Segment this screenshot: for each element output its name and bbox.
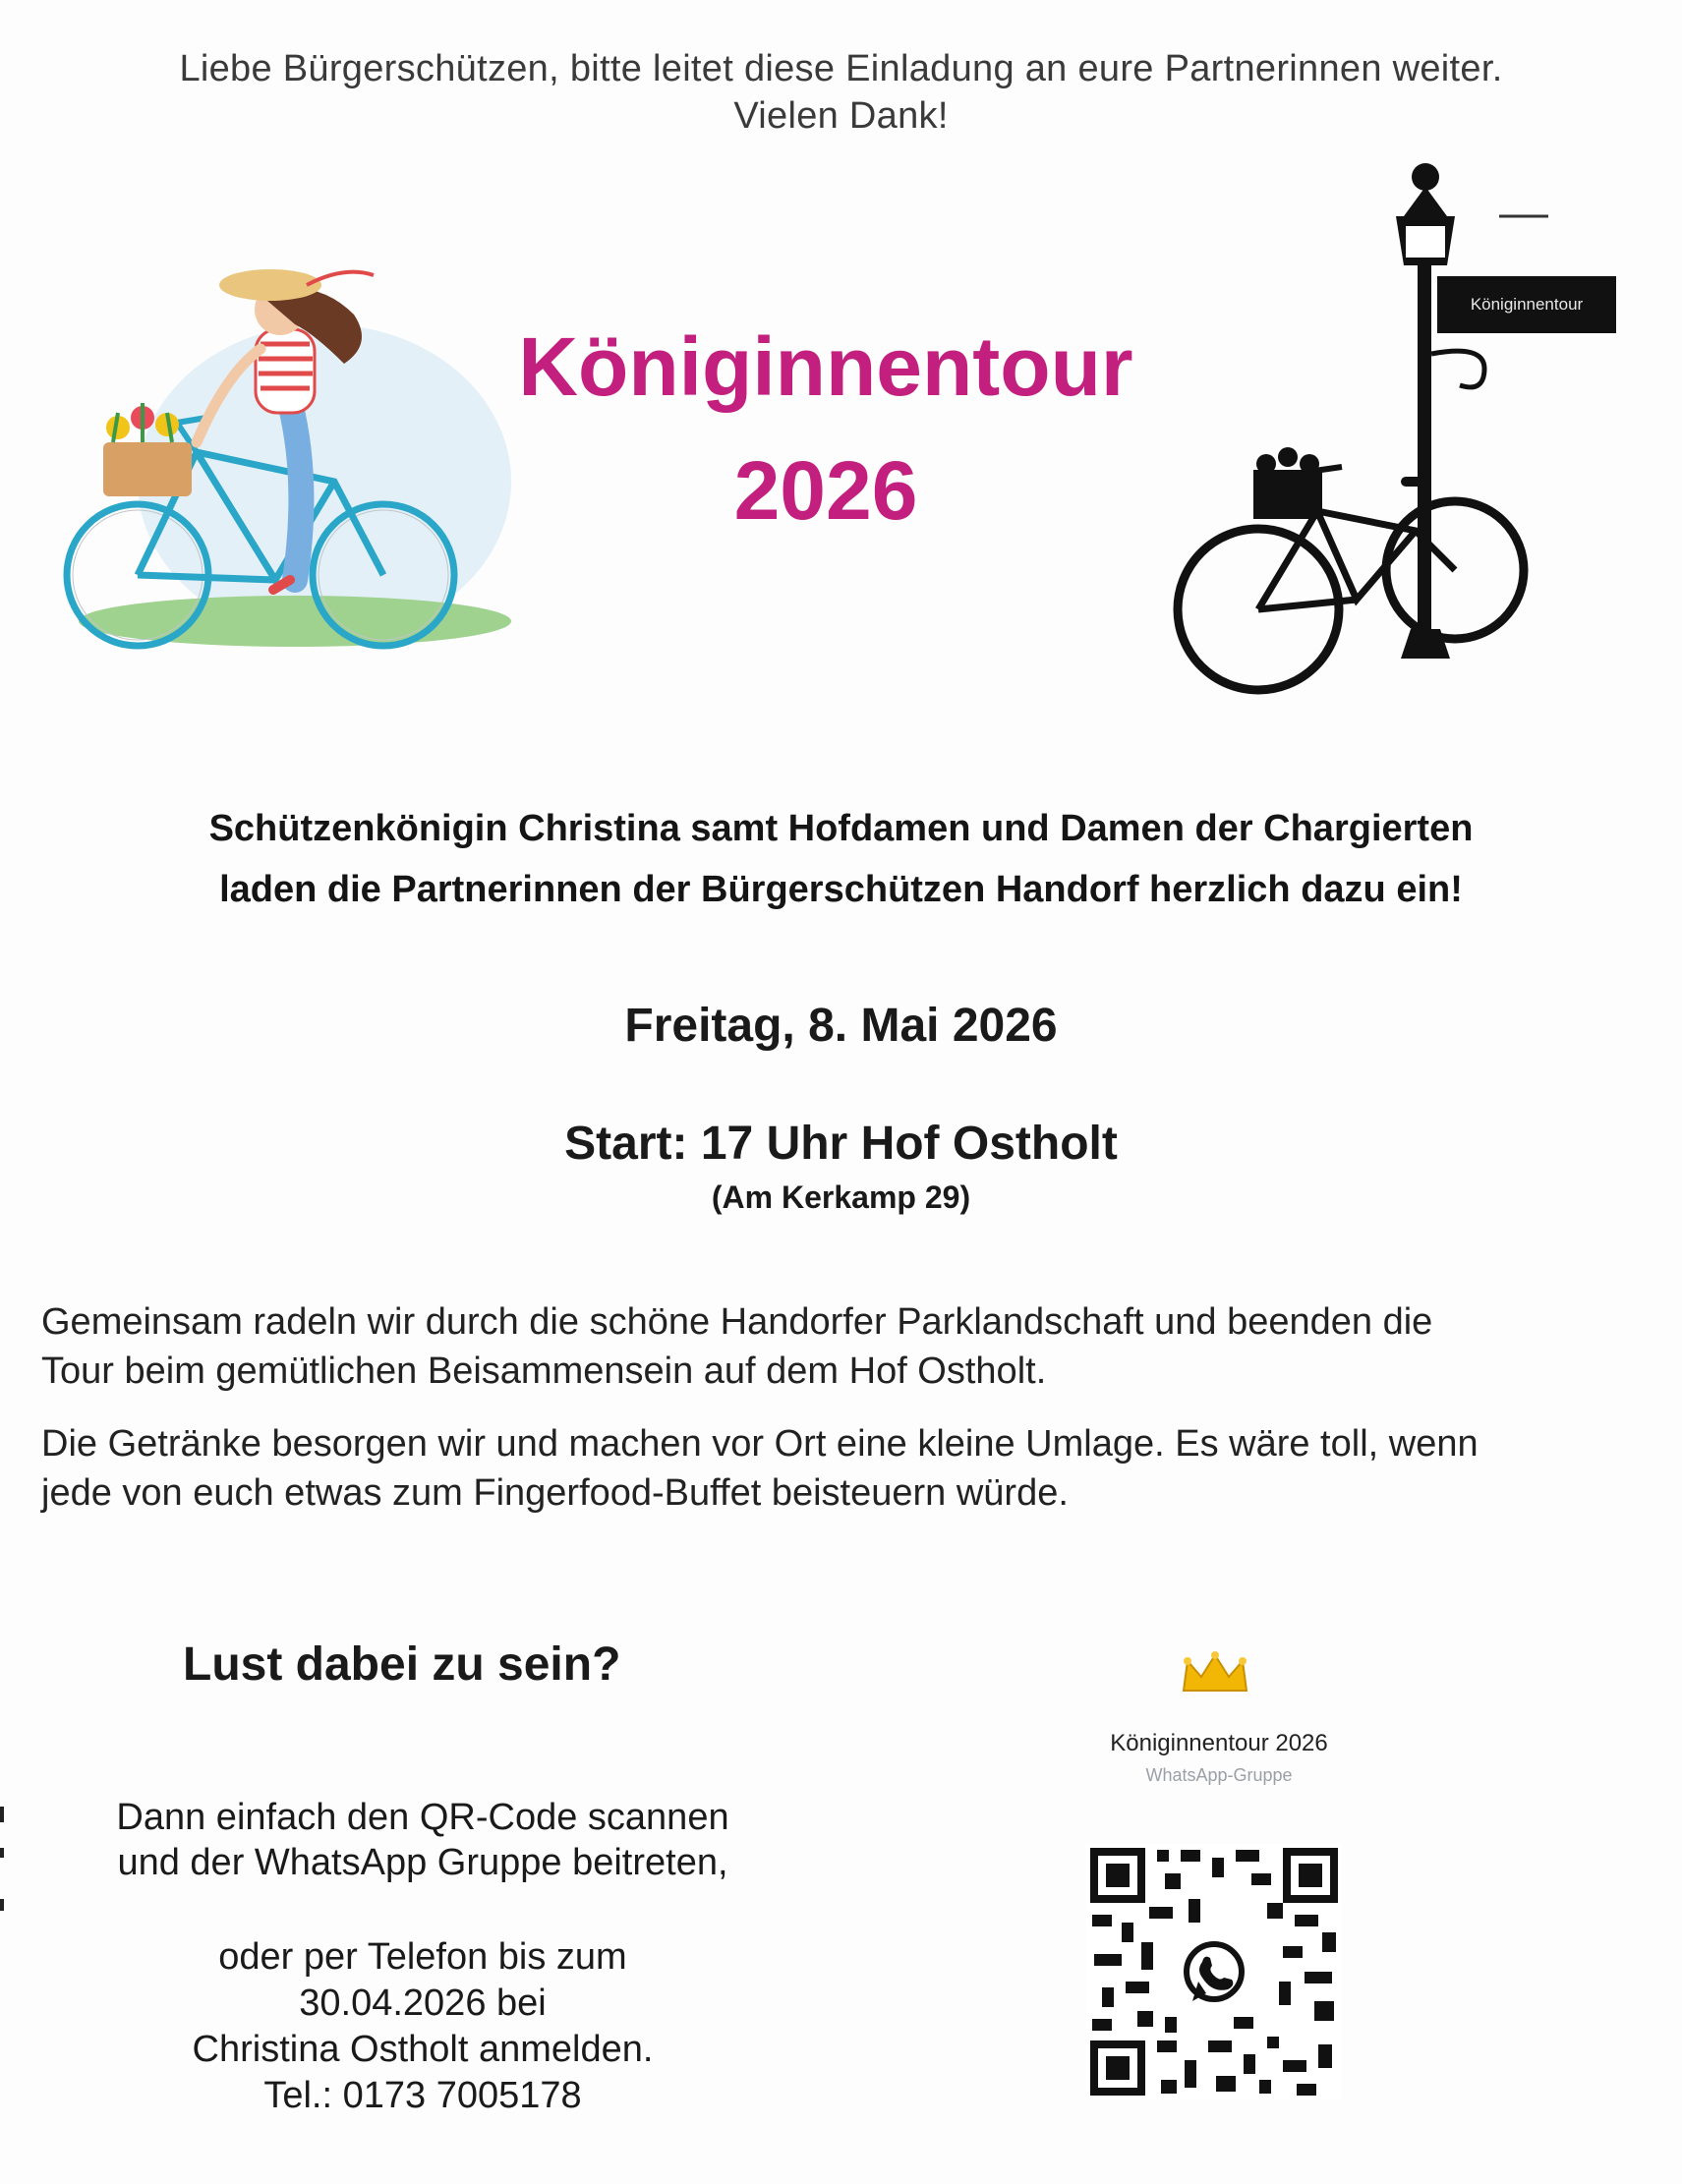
signup-phone-line3: Christina Ostholt anmelden. <box>192 2029 654 2070</box>
description-p2-line2: jede von euch etwas zum Fingerfood-Buffet beisteuern würde. <box>41 1472 1069 1514</box>
description-p1-line1: Gemeinsam radeln wir durch die schöne Handorfer Parklandschaft und beenden die <box>41 1301 1433 1343</box>
signup-qr-line2: und der WhatsApp Gruppe beitreten, <box>117 1842 728 1883</box>
whatsapp-group-name: Königinnentour 2026 <box>1110 1730 1328 1756</box>
description-p2-line1: Die Getränke besorgen wir und machen vor Ort eine kleine Umlage. Es wäre toll, wenn <box>41 1423 1479 1465</box>
scan-edge-mark <box>0 1807 4 1822</box>
event-address: (Am Kerkamp 29) <box>711 1179 971 1215</box>
header-note-line2: Vielen Dank! <box>733 95 949 137</box>
woman-cycling-illustration-icon <box>49 256 511 668</box>
bicycle-lamppost-icon <box>1160 157 1622 708</box>
title-line1: Königinnentour <box>518 320 1133 413</box>
page-title <box>472 305 1180 552</box>
signup-phone-line2: 30.04.2026 bei <box>299 1983 547 2024</box>
whatsapp-group-label: WhatsApp-Gruppe <box>1145 1765 1293 1785</box>
title-line2: 2026 <box>733 444 918 537</box>
scan-edge-mark <box>0 1848 4 1858</box>
invitation-line2: laden die Partnerinnen der Bürgerschützen Handorf herzlich dazu ein! <box>219 869 1463 910</box>
description-paragraph-1 <box>41 1297 1653 1396</box>
event-start: Start: 17 Uhr Hof Ostholt <box>564 1118 1118 1170</box>
description-paragraph-2 <box>41 1419 1653 1518</box>
header-note <box>0 45 1682 140</box>
signup-phone-instructions <box>98 1934 747 2119</box>
crown-icon <box>1180 1651 1250 1695</box>
signup-phone-line4: Tel.: 0173 7005178 <box>263 2075 582 2116</box>
whatsapp-qr-code-icon[interactable] <box>1086 1844 1342 2099</box>
signup-phone-line1: oder per Telefon bis zum <box>218 1936 627 1978</box>
signup-qr-line1: Dann einfach den QR-Code scannen <box>116 1797 729 1838</box>
invitation-line1: Schützenkönigin Christina samt Hofdamen und Damen der Chargierten <box>208 808 1474 849</box>
event-date: Freitag, 8. Mai 2026 <box>624 1000 1058 1052</box>
invitation-text <box>0 798 1682 920</box>
lamppost-sign: Königinnentour <box>1437 276 1616 333</box>
signup-heading: Lust dabei zu sein? <box>183 1638 621 1691</box>
description-p1-line2: Tour beim gemütlichen Beisammensein auf dem Hof Ostholt. <box>41 1351 1047 1392</box>
scan-edge-mark <box>0 1899 4 1911</box>
header-note-line1: Liebe Bürgerschützen, bitte leitet diese Einladung an eure Partnerinnen weiter. <box>179 48 1503 89</box>
signup-qr-instructions <box>59 1795 786 1885</box>
